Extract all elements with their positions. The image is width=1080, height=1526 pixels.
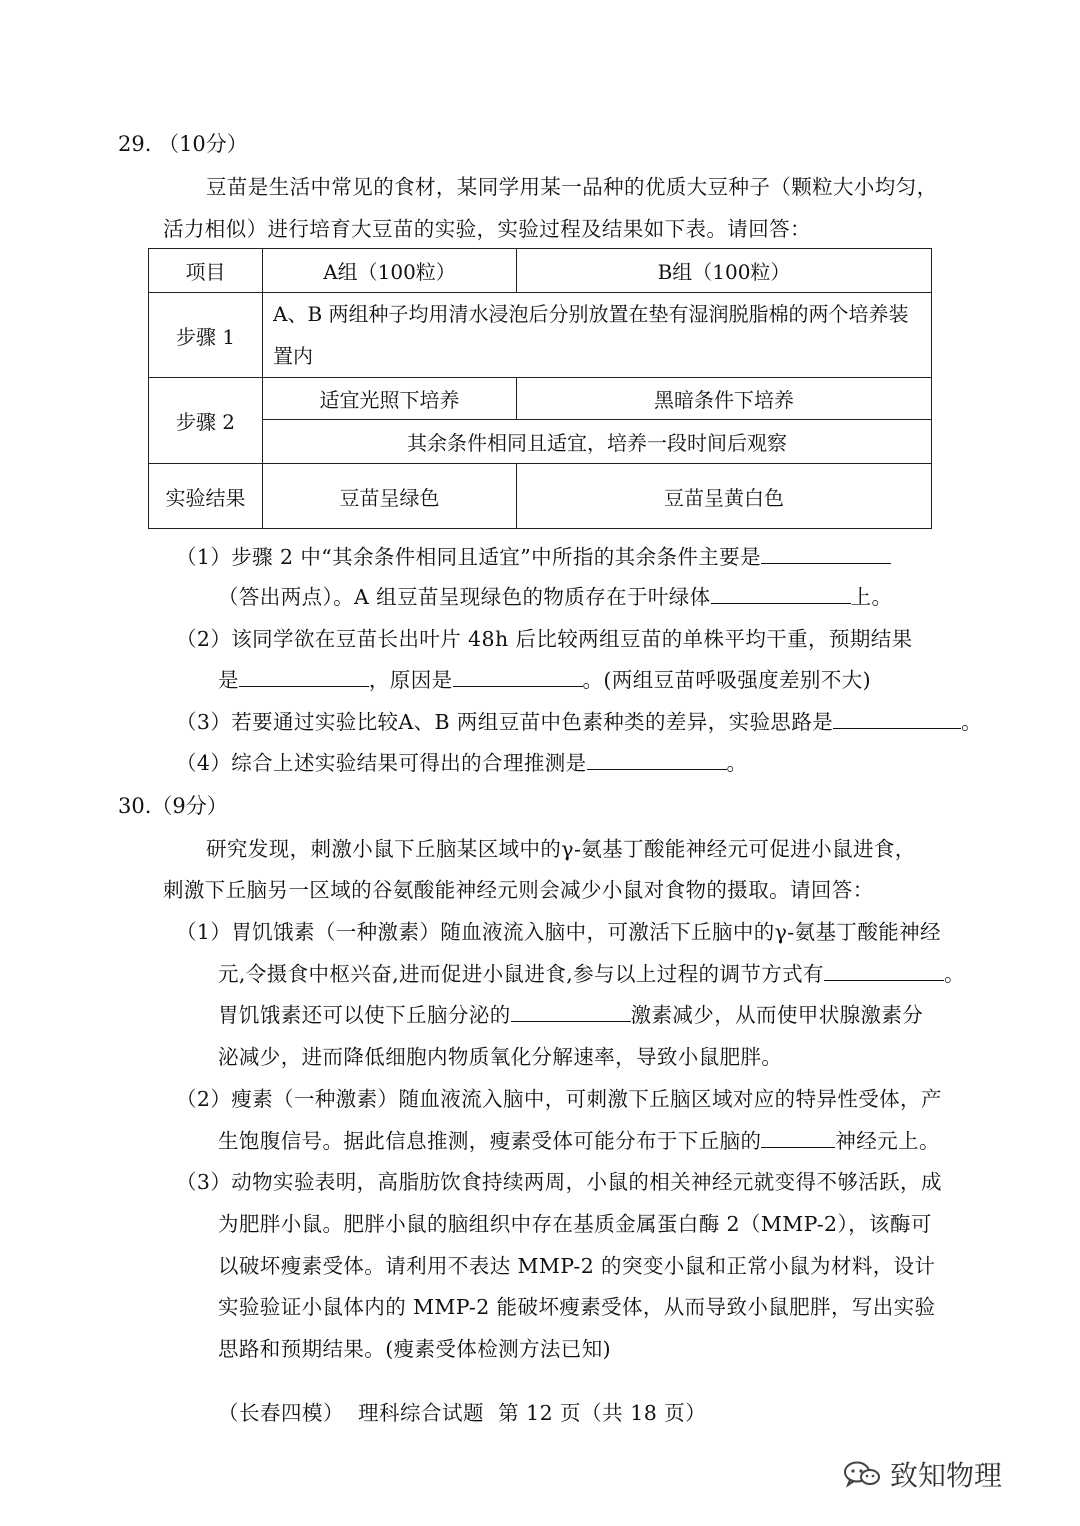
table-step2-common: 其余条件相同且适宜，培养一段时间后观察: [263, 420, 932, 464]
q30-sub2-text-2a: 生饱腹信号。据此信息推测，瘦素受体可能分布于下丘脑的: [218, 1129, 762, 1153]
q30-sub1-text-3a: 胃饥饿素还可以使下丘脑分泌的: [218, 1003, 511, 1027]
q30-sub3-line-5: 思路和预期结果。(瘦素受体检测方法已知): [218, 1337, 611, 1361]
table-header-group-a: A组（100粒）: [263, 249, 517, 293]
answer-blank[interactable]: [511, 1003, 631, 1022]
q29-intro-line-2: 活力相似）进行培育大豆苗的实验，实验过程及结果如下表。请回答：: [163, 217, 811, 241]
table-step1-text: A、B 两组种子均用清水浸泡后分别放置在垫有湿润脱脂棉的两个培养装置内: [263, 293, 932, 378]
q29-sub1-text-b: （答出两点）。A 组豆苗呈现绿色的物质存在于叶绿体: [218, 585, 711, 609]
q29-sub2-text-c: ，原因是: [368, 668, 453, 692]
answer-blank[interactable]: [587, 751, 727, 770]
watermark: [842, 1454, 1002, 1494]
q29-sub1-line-2: [218, 580, 892, 610]
answer-blank[interactable]: [761, 545, 891, 564]
answer-blank[interactable]: [824, 962, 944, 981]
q30-sub1-text-3b: 激素减少，从而使甲状腺激素分: [630, 1003, 924, 1027]
q29-sub2-line-2: [218, 663, 871, 693]
answer-blank[interactable]: [761, 1129, 835, 1148]
q29-intro-line-1: 豆苗是生活中常见的食材，某同学用某一品种的优质大豆种子（颗粒大小均匀，: [206, 175, 938, 199]
watermark-text: 致知物理: [890, 1459, 1003, 1492]
q30-sub2-text-2b: 神经元上。: [835, 1129, 940, 1153]
q30-sub1-line-3: [218, 998, 923, 1028]
table-result-label: 实验结果: [149, 464, 263, 529]
q29-sub1-text-c: 上。: [850, 585, 893, 609]
q30-sub1-text-2a: 元,令摄食中枢兴奋,进而促进小鼠进食,参与以上过程的调节方式有: [218, 962, 824, 986]
question-30-header: 30.（9分）: [118, 794, 228, 818]
wechat-icon: [842, 1460, 882, 1488]
q29-sub2-line-1: （2）该同学欲在豆苗长出叶片 48h 后比较两组豆苗的单株平均干重，预期结果: [176, 627, 913, 651]
q30-intro-line-1: 研究发现，刺激小鼠下丘脑某区域中的γ-氨基丁酸能神经元可促进小鼠进食，: [206, 837, 916, 861]
table-step1-label: 步骤 1: [149, 293, 263, 378]
q30-sub2-line-1: （2）瘦素（一种激素）随血液流入脑中，可刺激下丘脑区域对应的特异性受体，产: [176, 1087, 942, 1111]
answer-blank[interactable]: [833, 710, 961, 729]
table-result-group-a: 豆苗呈绿色: [263, 464, 517, 529]
table-step2-group-a: 适宜光照下培养: [263, 378, 517, 420]
table-step2-label: 步骤 2: [149, 378, 263, 464]
q29-sub3-text-b: 。: [961, 710, 983, 734]
experiment-table: [148, 248, 932, 529]
q30-sub1-line-2: [218, 957, 965, 987]
q30-sub1-line-4: 泌减少，进而降低细胞内物质氧化分解速率，导致小鼠肥胖。: [218, 1045, 783, 1069]
question-29-header: 29. （10分）: [118, 132, 248, 156]
q30-sub3-line-2: 为肥胖小鼠。肥胖小鼠的脑组织中存在基质金属蛋白酶 2（MMP-2），该酶可: [218, 1212, 932, 1236]
answer-blank[interactable]: [711, 585, 851, 604]
q29-sub1-line-1: [176, 540, 891, 570]
q29-sub3-line: [176, 705, 982, 735]
table-header-item: 项目: [149, 249, 263, 293]
q30-sub3-line-3: 以破坏瘦素受体。请利用不表达 MMP-2 的突变小鼠和正常小鼠为材料，设计: [218, 1254, 936, 1278]
q30-sub2-line-2: [218, 1124, 940, 1154]
table-header-group-b: B组（100粒）: [517, 249, 932, 293]
q29-sub4-text-b: 。: [726, 751, 748, 775]
q29-sub2-text-b: 是: [218, 668, 239, 692]
table-result-group-b: 豆苗呈黄白色: [517, 464, 932, 529]
q30-sub3-line-4: 实验验证小鼠体内的 MMP-2 能破坏瘦素受体，从而导致小鼠肥胖，写出实验: [218, 1295, 936, 1319]
page-footer: （长春四模） 理科综合试题 第 12 页（共 18 页）: [218, 1401, 707, 1425]
q29-sub1-text-a: （1）步骤 2 中“其余条件相同且适宜”中所指的其余条件主要是: [176, 545, 761, 569]
q30-sub1-text-2b: 。: [943, 962, 965, 986]
q29-sub2-text-d: 。(两组豆苗呼吸强度差别不大): [582, 668, 872, 692]
q29-sub4-line: [176, 746, 747, 776]
answer-blank[interactable]: [239, 668, 369, 687]
q29-sub3-text-a: （3）若要通过实验比较A、B 两组豆苗中色素种类的差异，实验思路是: [176, 710, 834, 734]
q30-sub1-line-1: （1）胃饥饿素（一种激素）随血液流入脑中，可激活下丘脑中的γ-氨基丁酸能神经: [176, 920, 941, 944]
q30-sub3-line-1: （3）动物实验表明，高脂肪饮食持续两周，小鼠的相关神经元就变得不够活跃，成: [176, 1170, 942, 1194]
q29-sub4-text-a: （4）综合上述实验结果可得出的合理推测是: [176, 751, 587, 775]
table-step2-group-b: 黑暗条件下培养: [517, 378, 932, 420]
q30-intro-line-2: 刺激下丘脑另一区域的谷氨酸能神经元则会减少小鼠对食物的摄取。请回答：: [163, 878, 874, 902]
answer-blank[interactable]: [453, 668, 583, 687]
